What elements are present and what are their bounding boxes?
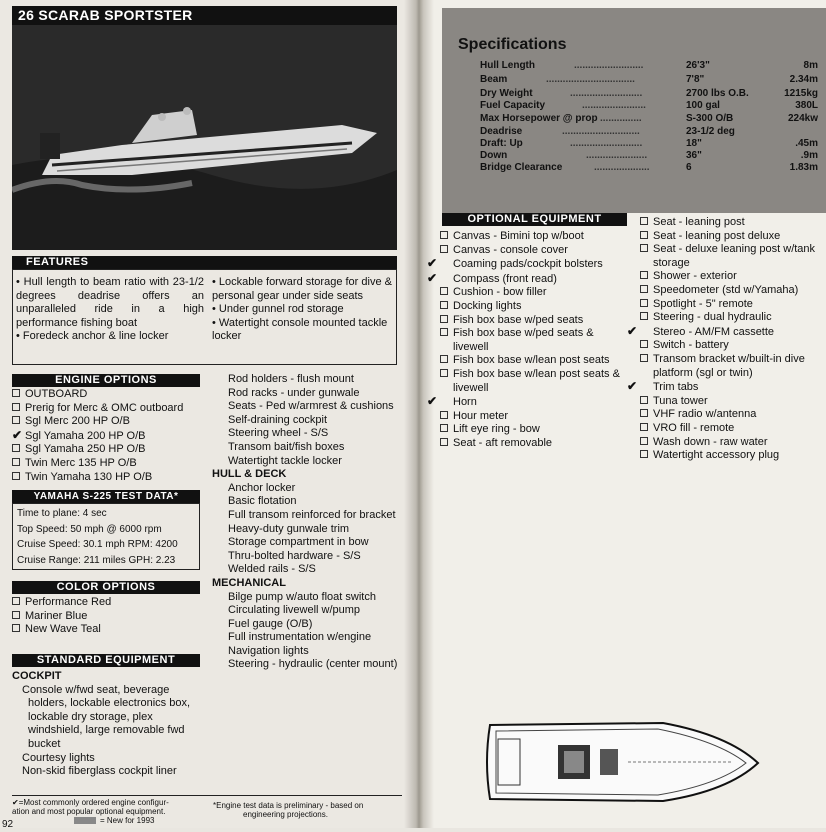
spec-metric: .9m <box>800 150 818 161</box>
checkmark-icon: ✔ <box>627 379 638 394</box>
test-row: Time to plane: 4 sec <box>17 508 107 519</box>
optional-item: ✔ Stereo - AM/FM cassette <box>627 323 775 338</box>
std-item: Full transom reinforced for bracket <box>228 508 396 521</box>
checkbox-icon <box>440 245 448 253</box>
std-item: Circulating livewell w/pump <box>228 604 361 617</box>
spec-imperial: 2700 lbs O.B. <box>686 88 749 99</box>
checkbox-icon <box>12 472 20 480</box>
checkbox-icon <box>640 450 648 458</box>
engine-option: OUTBOARD <box>12 388 183 402</box>
spec-leader: .......................... <box>570 88 643 99</box>
std-item: Transom bait/fish boxes <box>228 440 345 453</box>
checkbox-icon <box>640 217 648 225</box>
spec-leader: .......................... <box>570 138 643 149</box>
spec-metric: 380L <box>795 100 818 111</box>
test-row: Cruise Speed: 30.1 mph RPM: 4200 <box>17 539 178 550</box>
checkbox-icon <box>640 340 648 348</box>
footnote-line: = New for 1993 <box>12 816 169 825</box>
checkbox-icon <box>440 301 448 309</box>
spec-label: Deadrise <box>480 126 523 137</box>
spec-metric: 224kw <box>787 113 818 124</box>
feature-item: • Under gunnel rod storage <box>212 303 344 316</box>
footnote-line: ✔=Most commonly ordered engine configur- <box>12 798 169 807</box>
checkbox-icon <box>640 231 648 239</box>
color-option: Mariner Blue <box>12 610 111 624</box>
checkbox-icon <box>640 396 648 404</box>
checkbox-icon <box>440 315 448 323</box>
optional-item: Spotlight - 5" remote <box>640 298 824 312</box>
spec-imperial: 100 gal <box>686 100 720 111</box>
footnote-legend <box>12 798 169 825</box>
optional-item: ✔ Compass (front read) <box>427 270 557 285</box>
optional-equipment-col2 <box>627 216 824 463</box>
checkbox-icon <box>12 416 20 424</box>
optional-item: Speedometer (std w/Yamaha) <box>640 284 824 298</box>
spec-imperial: 7'8" <box>686 74 705 85</box>
boat-top-view-drawing <box>478 715 763 810</box>
hull-deck-subheader: HULL & DECK <box>212 468 287 481</box>
spec-leader: .................... <box>594 162 650 173</box>
checkbox-icon <box>440 411 448 419</box>
checkbox-icon <box>12 444 20 452</box>
optional-item: Cushion - bow filler <box>440 286 628 300</box>
checkbox-icon <box>640 271 648 279</box>
test-row: Cruise Range: 211 miles GPH: 2.23 <box>17 554 176 566</box>
standard-equipment-col2 <box>212 373 407 672</box>
engine-option: Sgl Yamaha 250 HP O/B <box>12 443 183 457</box>
optional-item: ✔ Horn <box>427 394 477 409</box>
checkbox-icon <box>640 299 648 307</box>
std-item: Non-skid fiberglass cockpit liner <box>22 765 177 778</box>
checkbox-icon <box>440 424 448 432</box>
optional-item: Seat - deluxe leaning post w/tank storage <box>640 243 824 270</box>
checkbox-icon <box>640 437 648 445</box>
optional-item: Fish box base w/lean post seats & livewell <box>440 368 628 395</box>
feature-item: • Watertight console mounted tackle locker <box>212 316 388 343</box>
boat-photo-illustration <box>12 25 397 250</box>
std-item: Fuel gauge (O/B) <box>228 617 313 630</box>
spec-metric: 8m <box>803 60 818 71</box>
checkbox-icon <box>440 328 448 336</box>
spec-label: Hull Length <box>480 60 535 71</box>
optional-item: Canvas - console cover <box>440 244 628 258</box>
spec-leader: ................................ <box>546 74 635 85</box>
color-options-list <box>12 596 111 637</box>
spec-leader: ......................... <box>574 60 644 71</box>
checkbox-icon <box>12 624 20 632</box>
std-item: Thru-bolted hardware - S/S <box>228 549 361 562</box>
checkbox-icon <box>440 369 448 377</box>
std-item: Storage compartment in bow <box>228 536 369 549</box>
checkbox-icon <box>640 285 648 293</box>
feature-item: • Hull length to beam ratio with 23-1/2 degrees deadrise offers an unparalleled ride in a high performance fishing boat <box>16 276 204 329</box>
spec-imperial: 36" <box>686 150 702 161</box>
footnote-line: ation and most popular optional equipment. <box>12 807 166 816</box>
spec-label: Bridge Clearance <box>480 162 563 173</box>
std-item: Self-draining cockpit <box>228 413 328 426</box>
optional-item: Fish box base w/ped seats & livewell <box>440 327 628 354</box>
color-options-header: COLOR OPTIONS <box>12 581 200 594</box>
optional-equipment-col1 <box>427 230 628 451</box>
optional-item: Canvas - Bimini top w/boot <box>440 230 628 244</box>
spec-label: Down <box>480 150 508 161</box>
feature-item: • Foredeck anchor & line locker <box>16 330 169 343</box>
std-item: Rod racks - under gunwale <box>228 386 360 399</box>
footnote-engine <box>213 801 363 819</box>
page-number: 92 <box>2 819 14 830</box>
optional-item: Lift eye ring - bow <box>440 423 628 437</box>
spec-imperial: 18" <box>686 138 702 149</box>
optional-item: VHF radio w/antenna <box>640 408 824 422</box>
test-row: Top Speed: 50 mph @ 6000 rpm <box>17 523 162 535</box>
cockpit-subheader: COCKPIT <box>12 670 62 682</box>
spec-metric: 1215kg <box>784 88 818 99</box>
mechanical-subheader: MECHANICAL <box>212 576 286 589</box>
checkbox-icon <box>640 409 648 417</box>
checkbox-icon <box>640 354 648 362</box>
footnote-divider <box>12 795 402 796</box>
checkmark-icon: ✔ <box>627 323 638 338</box>
spec-imperial: 23-1/2 deg <box>686 126 735 137</box>
std-item: Navigation lights <box>228 644 309 657</box>
spec-label: Fuel Capacity <box>480 100 546 111</box>
optional-item: Watertight accessory plug <box>640 449 824 463</box>
checkbox-icon <box>12 611 20 619</box>
optional-item: Seat - leaning post <box>640 216 824 230</box>
optional-item: Hour meter <box>440 410 628 424</box>
spec-leader: ............................ <box>562 126 640 137</box>
checkmark-icon: ✔ <box>427 270 438 285</box>
spec-leader: ............... <box>600 113 642 124</box>
checkbox-icon <box>640 244 648 252</box>
std-item: Steering wheel - S/S <box>228 427 329 440</box>
std-item: Console w/fwd seat, beverage holders, lockable electronics box, lockable dry storage, plex windshield, large removable fwd bucket <box>22 683 191 750</box>
engine-option: ✔ Sgl Yamaha 200 HP O/B <box>12 427 146 442</box>
spec-leader: ....................... <box>582 100 646 111</box>
std-item: Bilge pump w/auto float switch <box>228 590 376 603</box>
spec-imperial: S-300 O/B <box>686 113 734 124</box>
boat-title: 26 SCARAB SPORTSTER <box>12 6 397 25</box>
new-for-1993-swatch <box>74 817 96 824</box>
std-item: Rod holders - flush mount <box>228 373 354 385</box>
footnote-line: engineering projections. <box>243 810 328 819</box>
spec-metric: 1.83m <box>789 162 818 173</box>
optional-item: ✔ Trim tabs <box>627 379 699 394</box>
optional-item: Tuna tower <box>640 395 824 409</box>
checkbox-icon <box>440 231 448 239</box>
std-item: Welded rails - S/S <box>228 563 316 576</box>
features-header: FEATURES <box>12 256 397 269</box>
optional-item: Docking lights <box>440 300 628 314</box>
engine-options-header: ENGINE OPTIONS <box>12 374 200 387</box>
specifications-title: Specifications <box>458 36 567 53</box>
engine-option: Sgl Merc 200 HP O/B <box>12 415 183 429</box>
test-data-rows <box>17 506 178 568</box>
checkbox-icon <box>12 597 20 605</box>
engine-option: Prerig for Merc & OMC outboard <box>12 402 183 416</box>
checkbox-icon <box>12 389 20 397</box>
spec-label: Max Horsepower @ prop <box>480 113 598 124</box>
color-option: Performance Red <box>12 596 111 610</box>
checkmark-icon: ✔ <box>427 394 438 409</box>
optional-item: Fish box base w/ped seats <box>440 314 628 328</box>
engine-option: Twin Merc 135 HP O/B <box>12 457 183 471</box>
optional-item: Shower - exterior <box>640 270 824 284</box>
checkbox-icon <box>440 287 448 295</box>
standard-equipment-header: STANDARD EQUIPMENT <box>12 654 200 667</box>
std-item: Steering - hydraulic (center mount) <box>228 658 398 671</box>
checkmark-icon: ✔ <box>427 256 438 271</box>
spec-label: Beam <box>480 74 508 85</box>
optional-item: Steering - dual hydraulic <box>640 311 824 325</box>
features-col2 <box>212 276 394 344</box>
optional-item: Seat - aft removable <box>440 437 628 451</box>
std-item: Watertight tackle locker <box>228 454 342 467</box>
optional-item: Fish box base w/lean post seats <box>440 354 628 368</box>
checkbox-icon <box>440 355 448 363</box>
std-item: Heavy-duty gunwale trim <box>228 522 350 535</box>
color-option: New Wave Teal <box>12 623 111 637</box>
spec-metric: .45m <box>795 138 818 149</box>
spec-label: Draft: Up <box>480 138 523 149</box>
checkbox-icon <box>12 403 20 411</box>
optional-item: ✔ Coaming pads/cockpit bolsters <box>427 256 603 271</box>
std-item: Basic flotation <box>228 495 297 508</box>
features-col1 <box>16 276 204 344</box>
optional-item: Switch - battery <box>640 339 824 353</box>
checkmark-icon: ✔ <box>12 427 23 442</box>
optional-equipment-header: OPTIONAL EQUIPMENT <box>442 213 627 226</box>
spec-label: Dry Weight <box>480 88 533 99</box>
optional-item: Seat - leaning post deluxe <box>640 230 824 244</box>
std-item: Courtesy lights <box>22 751 95 764</box>
std-item: Full instrumentation w/engine <box>228 631 372 644</box>
footnote-line: *Engine test data is preliminary - based on <box>213 801 364 810</box>
spec-leader: ...................... <box>586 150 648 161</box>
boat-photo <box>12 25 397 250</box>
std-item: Seats - Ped w/armrest & cushions <box>228 400 394 413</box>
feature-item: • Lockable forward storage for dive & personal gear under side seats <box>212 276 392 302</box>
checkbox-icon <box>440 438 448 446</box>
optional-item: Transom bracket w/built-in dive platform (sgl or twin) <box>640 353 824 380</box>
spec-metric: 2.34m <box>789 74 818 85</box>
test-data-header: YAMAHA S-225 TEST DATA* <box>12 490 200 503</box>
spec-imperial: 26'3" <box>686 60 710 71</box>
engine-option: Twin Yamaha 130 HP O/B <box>12 471 183 485</box>
checkbox-icon <box>12 458 20 466</box>
checkbox-icon <box>640 423 648 431</box>
std-item: Anchor locker <box>228 481 296 494</box>
engine-options-list <box>12 388 183 484</box>
checkbox-icon <box>640 312 648 320</box>
page-gutter <box>404 0 434 828</box>
optional-item: Wash down - raw water <box>640 436 824 450</box>
spec-imperial: 6 <box>686 162 692 173</box>
optional-item: VRO fill - remote <box>640 422 824 436</box>
standard-equipment-list <box>12 670 208 779</box>
